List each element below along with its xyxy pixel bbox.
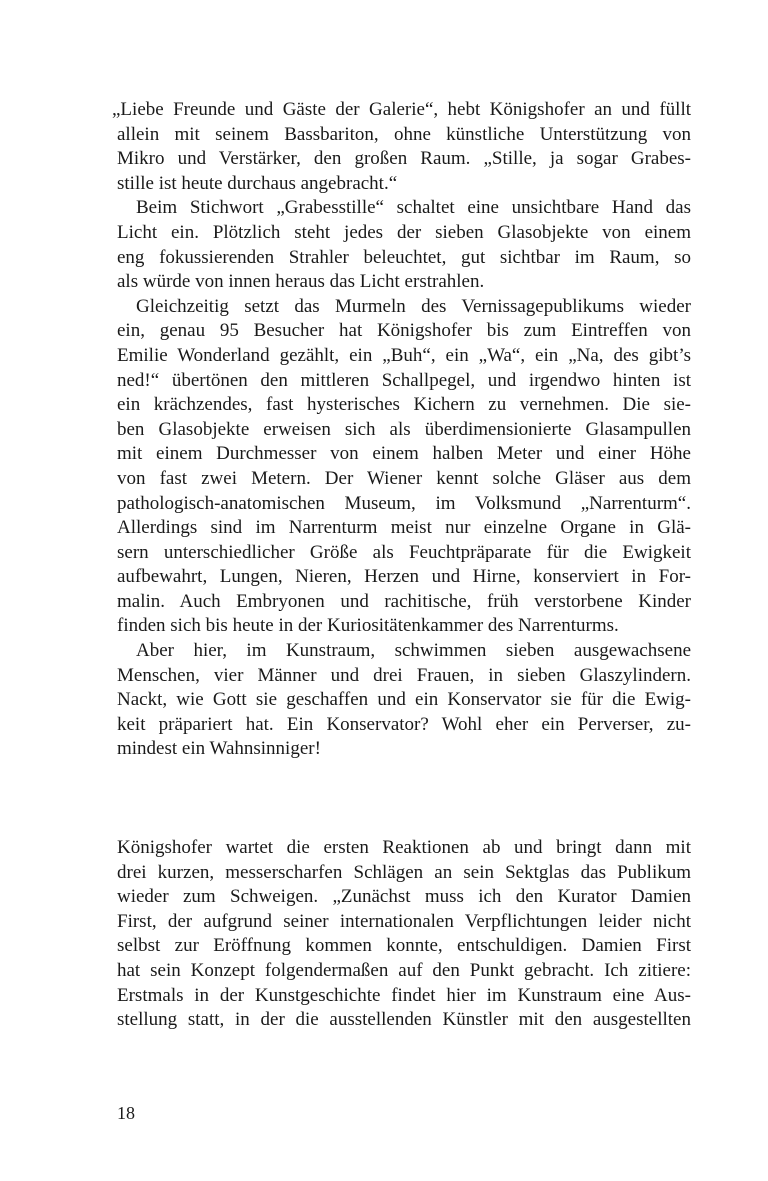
- text-line: wieder zum Schweigen. „Zunächst muss ich den Kurator Damien: [117, 886, 691, 908]
- page-number: 18: [117, 1103, 135, 1123]
- text-line: ned!“ übertönen den mittleren Schallpegel, und irgendwo hinten ist: [117, 369, 691, 391]
- text-section-1: [112, 98, 691, 762]
- text-line: Menschen, vier Männer und drei Frauen, in sieben Glaszylindern.: [117, 664, 691, 686]
- text-line: Nackt, wie Gott sie geschaffen und ein Konservator sie für die Ewig-: [117, 689, 691, 711]
- text-line: aufbewahrt, Lungen, Nieren, Herzen und Hirne, konserviert in For-: [117, 566, 691, 588]
- section-break: [117, 762, 691, 836]
- text-line: Gleichzeitig setzt das Murmeln des Vernissagepublikums wieder: [136, 295, 691, 317]
- text-line: Licht ein. Plötzlich steht jedes der sieben Glasobjekte von einem: [117, 221, 691, 243]
- text-line: stille ist heute durchaus angebracht.“: [117, 172, 398, 194]
- text-line: keit präpariert hat. Ein Konservator? Wohl eher ein Perverser, zu-: [117, 713, 691, 735]
- text-line: finden sich bis heute in der Kuriositätenkammer des Narrenturms.: [117, 615, 619, 637]
- text-line: ein, genau 95 Besucher hat Königshofer bis zum Eintreffen von: [117, 320, 691, 342]
- text-line: Aber hier, im Kunstraum, schwimmen sieben ausgewachsene: [136, 640, 691, 662]
- text-line: Königshofer wartet die ersten Reaktionen ab und bringt dann mit: [117, 837, 691, 859]
- text-line: Erstmals in der Kunstgeschichte findet hier im Kunstraum eine Aus-: [117, 984, 691, 1006]
- text-line: eng fokussierenden Strahler beleuchtet, gut sichtbar im Raum, so: [117, 246, 691, 268]
- text-section-2: [117, 836, 691, 1033]
- text-line: hat sein Konzept folgendermaßen auf den Punkt gebracht. Ich zitiere:: [117, 960, 691, 981]
- text-line: als würde von innen heraus das Licht erstrahlen.: [117, 271, 485, 293]
- text-line: Emilie Wonderland gezählt, ein „Buh“, ein „Wa“, ein „Na, des gibt’s: [117, 344, 691, 366]
- text-line: mit einem Durchmesser von einem halben Meter und einer Höhe: [117, 443, 691, 465]
- text-line: First, der aufgrund seiner internationalen Verpflichtungen leider nicht: [117, 910, 691, 932]
- text-line: mindest ein Wahnsinniger!: [117, 738, 321, 760]
- text-line: Beim Stichwort „Grabesstille“ schaltet eine unsichtbare Hand das: [136, 197, 691, 219]
- book-page-text: [112, 98, 691, 1033]
- text-line: sern unterschiedlicher Größe als Feuchtpräparate für die Ewigkeit: [117, 541, 691, 563]
- text-line: Mikro und Verstärker, den großen Raum. „Stille, ja sogar Grabes-: [117, 148, 691, 170]
- text-line: pathologisch-anatomischen Museum, im Volksmund „Narrenturm“.: [117, 492, 691, 514]
- text-line: stellung statt, in der die ausstellenden Künstler mit den ausgestellten: [117, 1009, 691, 1031]
- text-line: Allerdings sind im Narrenturm meist nur einzelne Organe in Glä-: [117, 517, 691, 539]
- text-line: selbst zur Eröffnung kommen konnte, entschuldigen. Damien First: [117, 935, 691, 957]
- text-line: ben Glasobjekte erweisen sich als überdimensionierte Glasampullen: [117, 418, 691, 440]
- text-line: „Liebe Freunde und Gäste der Galerie“, hebt Königshofer an und füllt: [112, 99, 691, 120]
- text-line: drei kurzen, messerscharfen Schlägen an sein Sektglas das Publikum: [117, 861, 691, 883]
- text-line: malin. Auch Embryonen und rachitische, früh verstorbene Kinder: [117, 590, 691, 612]
- text-line: ein krächzendes, fast hysterisches Kichern zu vernehmen. Die sie-: [117, 394, 691, 416]
- text-line: von fast zwei Metern. Der Wiener kennt solche Gläser aus dem: [117, 467, 691, 489]
- text-line: allein mit seinem Bassbariton, ohne künstliche Unterstützung von: [117, 123, 691, 145]
